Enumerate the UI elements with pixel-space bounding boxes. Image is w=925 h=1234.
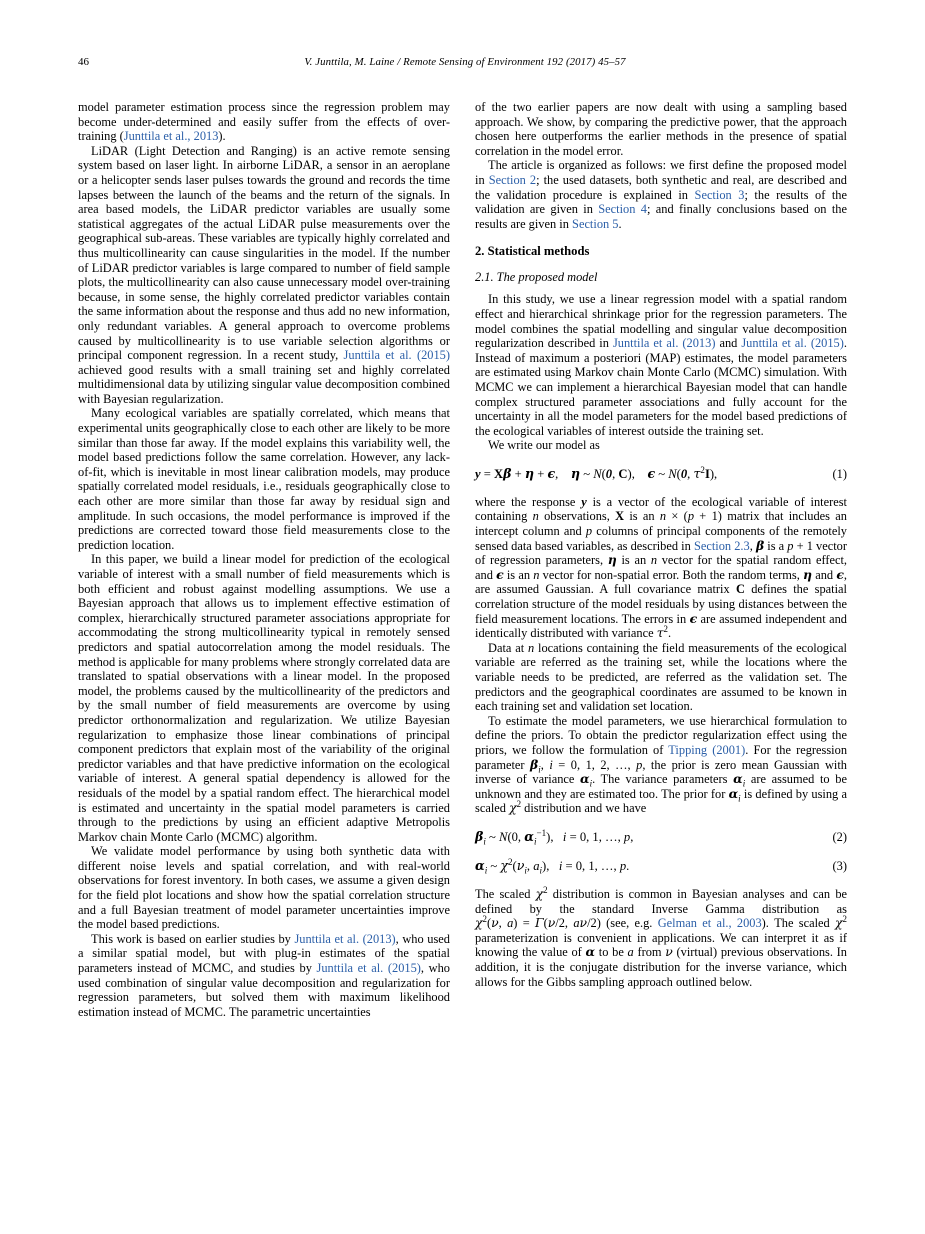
right-column — [475, 100, 847, 989]
text-run: vector for non-spatial error. Both the random terms, — [539, 567, 803, 582]
equation-2-body: $\beta_i$ ~ N(0, $\alpha_i^{-1}$), i = 0, 1, …, p, — [475, 827, 634, 847]
text-run: are assumed independent and identically distributed with variance — [475, 611, 847, 641]
paragraph-article-organization — [475, 158, 847, 231]
text-run: are assumed to be unknown and they are estimated too. The prior for — [475, 772, 847, 801]
text-run: LiDAR (Light Detection and Ranging) is an active remote sensing system based on laser light. In airborne LiDAR, a sensor in an aeroplane or a helicopter sends laser pulses towards the ground and records the time lapses between the launch of the beams and the return of the signals. In area based models, the LiDAR predictor variables are usually some statistical aggregates of the actual LiDAR pulse measurements over the geographical sub-areas. These variables are typically highly correlated and thus multicollinearity can cause singularities in the model. If the number of LiDAR predictor variables is large compared to number of field sample plots, the multicollinearity can also cause unnecessary model over-training because, in some sense, the highly correlated predictor variables contain the same information about the response and thus add no new information, only redundant variables. A general approach to overcome problems caused by multicollinearity is to use variable selection algorithms or principal component regression. In a recent study, — [78, 143, 450, 363]
text-run: . — [618, 216, 622, 231]
text-run: . For the regression parameter — [475, 742, 848, 772]
section-link-4[interactable]: Section 4 — [598, 202, 647, 217]
text-run: achieved good results with a small training set and highly correlated multidimensional data by utilizing singular value decomposition combined with Bayesian regularization. — [78, 362, 450, 406]
text-run: ; the results of the validation are given in — [475, 187, 848, 217]
paragraph-we-write-model: We write our model as — [488, 438, 600, 453]
text-run: , — [749, 538, 756, 553]
text-run: vector of regression parameters, — [475, 538, 847, 568]
section-link-3[interactable]: Section 3 — [694, 187, 745, 202]
text-run: , who used combination of singular value decomposition and regularization for regression parameters, but solved them with maximum likelihood estimation instead of MCMC. The parametric uncertainties — [78, 961, 450, 1019]
citation-link-junttila-2013c[interactable]: Junttila et al. (2013) — [612, 336, 716, 351]
paragraph-sampling-approach: of the two earlier papers are now dealt with using a sampling based approach. We show, by comparing the predictive power, that the approach chosen here outperforms the earlier methods in the presence of spatial correlation in the model error. — [475, 100, 847, 158]
text-run: , who used a similar spatial model, but with plug-in estimates of the spatial parameters instead of MCMC, and studies by — [78, 931, 450, 976]
subsection-heading-proposed-model: 2.1. The proposed model — [475, 270, 598, 285]
text-run: is an — [624, 509, 660, 524]
text-run: . The variance parameters — [592, 772, 734, 787]
text-run: is a — [764, 538, 788, 553]
text-run: ; the used datasets, both synthetic and real, are described and the validation procedure is explained in — [475, 172, 847, 202]
two-column-body — [78, 100, 847, 1019]
text-run: The article is organized as follows: we first define the proposed model in — [475, 158, 847, 187]
text-run: , the prior is zero mean Gaussian with inverse of variance — [475, 757, 848, 787]
text-run: where the response — [475, 494, 582, 509]
text-run: is an — [616, 553, 651, 568]
text-run: is a vector of the ecological variable of interest containing — [475, 494, 847, 524]
text-run: observations, — [538, 509, 616, 524]
text-run: distribution and we have — [521, 801, 647, 816]
paragraph-overtraining — [78, 100, 450, 144]
text-run: model parameter estimation process since the regression problem may become under-determined and easily suffer from the effects of over-training ( — [78, 100, 450, 144]
equation-3 — [475, 858, 847, 874]
paragraph-proposed-model — [475, 292, 847, 438]
equation-1-body: y = Xβ + η + ϵ, η ~ N(0, C), ϵ ~ N(0, $\tau^2I$), — [475, 464, 718, 481]
equation-2 — [475, 829, 847, 845]
text-run: In this study, we use a linear regression model with a spatial random effect and hierarchical shrinkage prior for the regression parameters. The model combines the spatial modelling and singular value decomposition regularization described in — [475, 292, 847, 351]
text-run: , are assumed Gaussian. A full covariance matrix — [475, 567, 847, 597]
text-run: to be — [595, 945, 628, 960]
paragraph-priors: To estimate the model parameters, we use hierarchical formulation to define the priors. To obtain the predictor regularization effect using the priors, we follow the formulation of Tipping (2001). For the regression parameter $\beta_i$, i = 0, 1, 2, …, p, the prior is zero mean Gaussian with inverse of variance $\alpha_i$. The variance parameters $\alpha_i$ are assumed to be unknown and they are estimated too. The prior for $\alpha_i$ is defined by using a scaled $\chi^2$ distribution and we have — [475, 713, 848, 816]
paragraph-earlier-studies — [78, 932, 450, 1020]
citation-link-tipping-2001[interactable]: Tipping (2001) — [668, 742, 746, 757]
paragraph-data-at-n-locations: Data at n locations containing the field measurements of the ecological variable are referred as the training set, while the locations where the variable needs to be predicted, are referred as the validation set. The predictors and the geographical coordinates are assumed to be known in each training set and validation set location. — [475, 640, 847, 714]
text-run: and — [715, 336, 742, 351]
text-run: columns of principal components of the remotely sensed data based variables, as described in — [475, 524, 847, 553]
text-run: from — [633, 945, 666, 960]
text-run: This work is based on earlier studies by — [91, 931, 295, 946]
text-run: Data at — [488, 640, 528, 655]
paragraph-this-paper: In this paper, we build a linear model for prediction of the ecological variable of interest with a small number of field measurements which is both efficient and robust against modelling assumptions. We use a Bayesian approach that allows us to implement effective estimation of complex, hierarchically structured parameter associations appropriate for accommodating the strong multicollinearity typical in remotely sensed predictors and spatial autocorrelation among the model residuals. The method is applicable for many problems where strongly correlated data are translated to spatial observations with a linear model. In the proposed model, the problems caused by the multicollinearity of the predictors and by the small number of field measurements are overcome by using predictor orthonormalization and regularization. We utilize Bayesian regularization to emphasize those linear combinations of principal component predictors that explain most of the variability of the original predictor variables and that have predictive information on the ecological variable of interest. A general spatial dependency is allowed for the residuals of the model by a spatial random effect. The hierarchical model is estimated and uncertainty in the spatial model parameters is carried through to the predictions by using an efficient adaptive Metropolis Markov chain Monte Carlo (MCMC) algorithm. — [78, 552, 450, 844]
equation-3-body: $\alpha_i$ ~ $\chi^2(\nu_i$, $a_i$), i = 0, 1, …, p. — [475, 856, 630, 876]
running-head — [78, 56, 847, 70]
text-run: and — [812, 567, 837, 582]
text-run: ). The scaled — [761, 916, 836, 931]
text-run: ). — [218, 129, 226, 144]
equation-2-number: (2) — [832, 829, 847, 844]
equation-3-number: (3) — [832, 858, 847, 873]
paragraph-spatial-correlation: Many ecological variables are spatially correlated, which means that experimental units geographically close to each other are likely to be more similar than those far away. If the model explains this variability well, the model based predictions follow the same correlation. However, any lack-of-fit, which is inevitable in most linear calibration models, may produce spatially correlated model residuals, i.e., residuals geographically close to each other are more similar than those far away by residual sign and amplitude. In such occasions, the model performance is improved if the predictions are corrected toward those field measurements close to the prediction location. — [78, 406, 450, 552]
equation-1 — [475, 466, 847, 482]
text-run: defines the spatial correlation structure of the model residuals by using distances between the field measurement locations. The errors in — [475, 582, 847, 626]
text-run: (virtual) previous observations. In addition, it is the conjugate distribution for the inverse variance, which allows for the Gibbs sampling approach outlined below. — [475, 945, 847, 989]
text-run: is defined by using a scaled — [475, 786, 847, 816]
journal-running-title: V. Junttila, M. Laine / Remote Sensing of Environment 192 (2017) 45–57 — [304, 56, 626, 68]
citation-link-junttila-2013b[interactable]: Junttila et al. (2013) — [294, 931, 396, 946]
text-run: vector for the spatial random effect, and — [475, 553, 848, 582]
text-run: The scaled — [475, 886, 536, 901]
text-run: matrix that includes an intercept column and — [475, 509, 847, 539]
section-link-2[interactable]: Section 2 — [488, 172, 537, 187]
equation-1-number: (1) — [832, 466, 847, 481]
text-run: To estimate the model parameters, we use hierarchical formulation to define the priors. To obtain the predictor regularization effect using the priors, we follow the formulation of — [475, 713, 847, 757]
section-link-2-3[interactable]: Section 2.3 — [693, 538, 750, 553]
text-run: . Instead of maximum a posteriori (MAP) estimates, the model parameters are estimated using Markov chain Monte Carlo (MCMC) simulation. With MCMC we can implement a hierarchical Bayesian model that can handle complex structured parameter associations and fully account for the uncertainty in all the model parameters for the model based predictions of the ecological variables of interest outside the training set. — [475, 336, 847, 438]
paragraph-scaled-chi-square: The scaled $\chi^2$ distribution is common in Bayesian analyses and can be defined by the standard Inverse Gamma distribution as $\chi^2(\nu$, a) = Γ(ν/2, aν/2) (see, e.g. Gelman et al., 2003). The scaled $\chi^2$ parameterization is convenient in applications. We can interpret it as if knowing the value of α to be a from ν (virtual) previous observations. In addition, it is the conjugate distribution for the inverse variance, which allows for the Gibbs sampling approach outlined below. — [475, 884, 848, 989]
text-run: locations containing the field measurements of the ecological variable are referred as the training set, while the locations where the variable needs to be predicted, are referred as the validation set. The predictors and the geographical coordinates are assumed to be known in each training set and validation set location. — [475, 640, 847, 714]
page-number: 46 — [78, 56, 89, 68]
citation-link-junttila-2015c[interactable]: Junttila et al. (2015) — [741, 336, 844, 351]
section-heading-statistical-methods: 2. Statistical methods — [475, 244, 590, 259]
text-run: distribution is common in Bayesian analyses and can be defined by the standard Inverse Gamma distribution as — [475, 886, 848, 916]
section-link-5[interactable]: Section 5 — [572, 216, 619, 231]
left-column — [78, 100, 450, 1019]
text-run: parameterization is convenient in applications. We can interpret it as if knowing the value of — [475, 930, 847, 960]
paragraph-lidar — [78, 144, 450, 407]
text-run: ; and finally conclusions based on the results are given in — [475, 202, 847, 231]
text-run: . — [668, 626, 672, 641]
paragraph-validation: We validate model performance by using both synthetic data with different noise levels and spatial correlation, and with real-world observations for forest inventory. In both cases, we assume a given design for the field plot locations and show how the spatial correlation structure and a full Bayesian treatment of model parameter uncertainties improve the model based predictions. — [78, 844, 450, 932]
citation-link-junttila-2015[interactable]: Junttila et al. (2015) — [343, 348, 450, 363]
citation-link-gelman-2003[interactable]: Gelman et al., 2003 — [657, 916, 762, 931]
citation-link-junttila-2013[interactable]: Junttila et al., 2013 — [123, 129, 219, 144]
paragraph-where-response: where the response y is a vector of the ecological variable of interest containing n observations, X is an n × (p + 1) matrix that includes an intercept column and p columns of principal components of the remotely sensed data based variables, as described in Section 2.3, β is a p + 1 vector of regression parameters, η is an n vector for the spatial random effect, and ϵ is an n vector for non-spatial error. Both the random terms, η and ϵ, are assumed Gaussian. A full covariance matrix C defines the spatial correlation structure of the model residuals by using distances between the field measurement locations. The errors in ϵ are assumed independent and identically distributed with variance $\tau^2$. — [475, 494, 848, 641]
text-run: is an — [503, 567, 534, 582]
citation-link-junttila-2015b[interactable]: Junttila et al. (2015) — [316, 961, 421, 976]
text-run: (see, e.g. — [600, 916, 658, 931]
